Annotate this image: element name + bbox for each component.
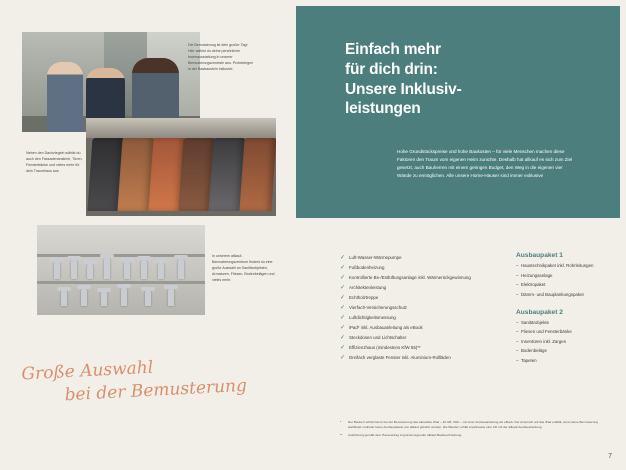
package-2-item: – Tapeten xyxy=(516,358,616,364)
caption-photo-roof-tiles: Neben den Dachziegeln wählst du auch den Fassadenanstrich, Türen, Fensterbänke und vieles mehr für dein Traumhaus aus. xyxy=(26,151,83,174)
caption-photo-sanitary: In unserem allkauf-Bemusterungszentrum findest du eine große Auswahl an Sanitärobjekten, Armaturen, Fliesen, Bodenbelägen und vieles mehr. xyxy=(212,254,275,283)
checklist-item xyxy=(340,295,492,302)
footnotes xyxy=(340,420,598,440)
photo-sanitary-showroom xyxy=(37,225,205,315)
faucet-sample xyxy=(71,259,77,279)
footnote-marker: ** xyxy=(340,432,343,437)
checklist-item-label: Architektenleistung xyxy=(349,284,387,290)
checklist-item xyxy=(340,275,492,282)
page-headline xyxy=(345,40,575,119)
checklist-item xyxy=(340,305,492,312)
checklist-item xyxy=(340,315,492,322)
checklist-item xyxy=(340,285,492,292)
checklist-item xyxy=(340,325,492,332)
checklist-item xyxy=(340,355,492,362)
package-1-item: – Dämm- und Bauplankungspaket xyxy=(516,292,616,298)
check-icon: ✓ xyxy=(340,344,346,351)
footnote xyxy=(340,420,598,430)
checklist-item-label: Steckdosen und Lichtschalter xyxy=(349,334,407,340)
package-2-item: – Fliesen und Fensterbänke xyxy=(516,329,616,335)
package-1-item: – Haustechnikpaket inkl. Rohrleitungen xyxy=(516,263,616,269)
roof-tile-sample xyxy=(239,138,276,211)
photo-roof-tiles-backdrop xyxy=(86,118,276,138)
check-icon: ✓ xyxy=(340,354,346,361)
photo-roof-tiles xyxy=(86,118,276,216)
check-icon: ✓ xyxy=(340,264,346,271)
footnote xyxy=(340,433,598,438)
check-icon: ✓ xyxy=(340,274,346,281)
checklist-item-label: Effizienzhaus (mindestens KfW 55)** xyxy=(349,344,421,350)
package-1-item: – Elektropaket xyxy=(516,282,616,288)
check-icon: ✓ xyxy=(340,324,346,331)
headline-line-1: Einfach mehr xyxy=(345,41,441,58)
checklist-item-label: iPad* inkl. Ausbauanleitung als eBook xyxy=(349,324,423,330)
package-1-item: – Heizungsanlage xyxy=(516,273,616,279)
checklist-item-label: Vierfach-Versicherungsschutz xyxy=(349,304,408,310)
photo-consultation-person-a xyxy=(47,62,83,132)
faucet-sample xyxy=(168,288,174,306)
script-headline-line-2: bei der Bemusterung xyxy=(64,376,248,406)
faucet-sample xyxy=(145,290,151,306)
check-icon: ✓ xyxy=(340,294,346,301)
intro-paragraph: Hohe Grundstückspreise und hohe Baukosten – für viele Menschen machen diese Faktoren den Traum vom eigenen Heim zunichte. Deshalb hat allkauf es sich zum Ziel gesetzt, auch Bauherren mit einem geringen Budget, den Weg in die eigenen vier Wände zu ermöglichen. Alle unsere Home-Häuser sind immer exklusive xyxy=(397,149,573,179)
footnote-marker: * xyxy=(340,420,342,424)
package-2-title: Ausbaupaket 2 xyxy=(516,308,563,316)
faucet-sample xyxy=(124,261,130,279)
faucet-sample xyxy=(87,263,93,279)
check-icon: ✓ xyxy=(340,334,346,341)
checklist-item-label: Luft-Wasser-Wärmepumpe xyxy=(349,255,402,260)
package-2-item: – Sanitärobjekte xyxy=(516,320,616,326)
caption-photo-consultation: Die Bemusterung ist dein großer Tag! Hier wählst du deine persönliche Innenausstattung in unserer Bemusterungszentrale aus. Prototelegen in der Basbaustein inklusive. xyxy=(188,43,254,72)
script-headline-line-1: Große Auswahl xyxy=(21,357,154,385)
script-headline xyxy=(21,351,273,409)
page-number: 7 xyxy=(608,453,612,460)
checklist-item-label: Echtholztreppe xyxy=(349,294,379,300)
faucet-sample xyxy=(121,287,127,306)
faucet-sample xyxy=(158,262,164,279)
checklist-item-label: Luftdichtigkeitsmessung xyxy=(349,314,396,320)
footnote-text: Ausführung gemäß dem Hausvertrag zugrunde liegender allkauf-Baubeschreibung. xyxy=(348,432,463,437)
faucet-sample xyxy=(141,259,147,279)
headline-line-2: für dich drin: xyxy=(345,60,438,78)
package-2-item: – Bodenbeläge xyxy=(516,348,616,354)
checklist-item-label: Kontrollierte Be-/Entlüftungsanlage inkl. Wärmerückgewinnung xyxy=(349,274,471,280)
check-icon: ✓ xyxy=(340,284,346,291)
checklist-item xyxy=(340,345,492,352)
faucet-sample xyxy=(61,290,67,306)
checklist-item-label: Dreifach verglaste Fenster inkl. Aluminium-Rollläden xyxy=(349,354,451,360)
checklist-item xyxy=(340,335,492,342)
faucet-sample xyxy=(101,291,107,306)
checklist-item-label: Fußbodenheizung xyxy=(349,264,385,270)
package-1-title: Ausbaupaket 1 xyxy=(516,252,563,259)
faucet-sample xyxy=(178,258,184,279)
footnote-text: Der Bauherr erhält hierzu bei der Bemusterung das aktuellste iPad – 32 GB, WiFi – mit einer Ausbauanleitung als eBook. Der Anspruch auf das iPad entfällt, wenn keine Bemusterung stattfindet und/oder keine Ausbaupakete von allkauf gebührt werden. Die Bauherr erhält ersatzweise eine CD mit der allkauf-Ausbauanleitung. xyxy=(348,420,598,429)
expansion-packages xyxy=(516,252,616,367)
checklist-item xyxy=(340,255,492,262)
faucet-sample xyxy=(104,257,110,279)
photo-consultation xyxy=(22,32,200,132)
check-icon: ✓ xyxy=(340,255,346,261)
check-icon: ✓ xyxy=(340,304,346,311)
headline-line-4: leistungen xyxy=(345,100,421,118)
checklist-item xyxy=(340,265,492,272)
inclusive-services-checklist xyxy=(340,255,492,365)
check-icon: ✓ xyxy=(340,314,346,321)
faucet-sample xyxy=(54,261,60,279)
faucet-sample xyxy=(81,288,87,306)
package-2-item: – Innentüren inkl. Zargen xyxy=(516,339,616,345)
headline-line-3: Unsere Inklusiv- xyxy=(345,80,462,98)
